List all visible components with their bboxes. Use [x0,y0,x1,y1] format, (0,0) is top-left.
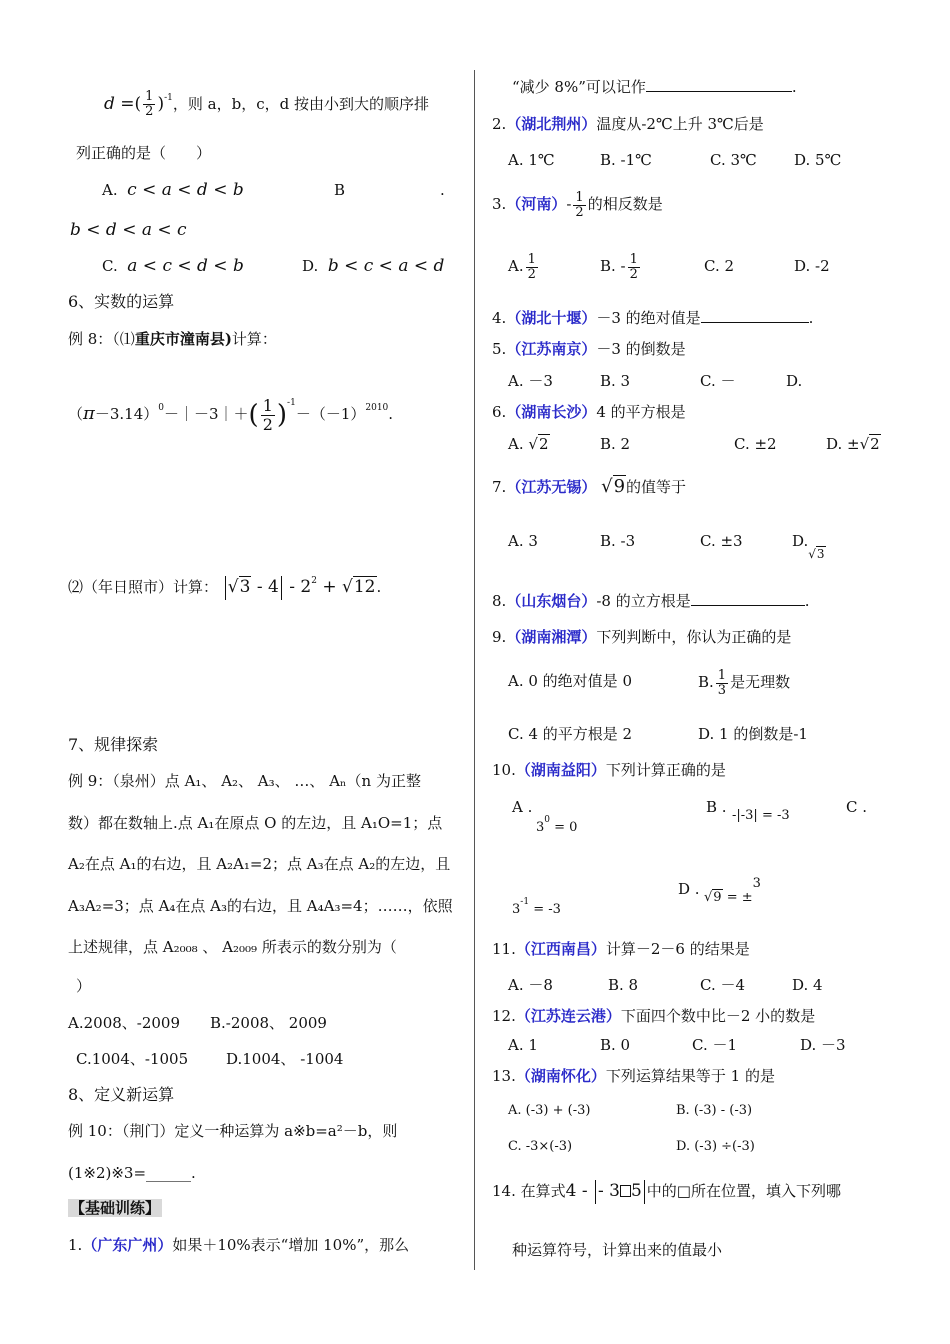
example-8b-expression: $√3 - 4 - 2^2 + √12$ [223,577,377,597]
basic-q6-option-a: A. √2 [508,435,549,453]
basic-q5-option-b: B. 3 [600,372,631,390]
q5-continuation-line [104,88,429,119]
basic-q7-option-c: C. ±3 [700,532,743,550]
basic-q13-source: （湖南怀化） [515,1067,606,1085]
example-9-line-1: 例 9：（泉州）点 A₁、 A₂、 A₃、 …、 Aₙ（n 为正整 [68,772,421,790]
basic-q11-source: （江西南昌） [515,940,606,958]
blank-box-icon [620,1185,631,1197]
basic-q11-option-b: B. 8 [608,976,639,994]
basic-q1: 1.（广东广州）如果＋10%表示“增加 10%”，那么 [68,1236,410,1254]
q5-expr-close: ) [157,94,165,114]
basic-q7: 7.（江苏无锡） √9的值等于 [492,476,687,497]
basic-q6-option-c: C. ±2 [734,435,777,453]
basic-q14-line-2: 种运算符号，计算出来的值最小 [512,1241,723,1259]
basic-q2: 2.（湖北荆州）温度从-2℃上升 3℃后是 [492,115,764,133]
column-divider [474,70,475,1270]
basic-q13: 13.（湖南怀化）下列运算结果等于 1 的是 [492,1067,775,1085]
example-9-line-2: 数）都在数轴上.点 A₁在原点 O 的左边，且 A₁O=1；点 [68,814,443,832]
basic-q11-option-d: D. 4 [792,976,823,994]
var-d: d [104,94,115,114]
q5-option-a: A. c < a < d < b [102,180,244,200]
basic-q9-option-b: B. $\frac{1}{3}$ 是无理数 [698,667,791,698]
section-6-title: 6、实数的运算 [68,292,175,311]
example-8-heading: 例 8：（⑴重庆市潼南县)计算： [68,330,277,348]
basic-q2-source: （湖北荆州） [506,115,597,133]
basic-q13-option-b: B. (-3) - (-3) [676,1103,753,1118]
basic-q4-source: （湖北十堰） [506,309,597,327]
basic-q1-source: （广东广州） [82,1236,173,1254]
basic-q6-option-b: B. 2 [600,435,631,453]
basic-q12-source: （江苏连云港） [515,1007,621,1025]
basic-q3-option-d: D. -2 [794,257,830,275]
basic-q12-option-d: D. －3 [800,1036,846,1054]
example-10-line-2: (1※2)※3=______. [68,1164,196,1182]
basic-q10-option-a: $3^0 = 0$ [536,815,578,835]
basic-q13-option-d: D. (-3) ÷(-3) [676,1139,755,1154]
basic-q9-source: （湖南湘潭） [506,628,597,646]
basic-q6: 6.（湖南长沙）4 的平方根是 [492,403,686,421]
basic-q10-option-c-label: C . [846,798,868,816]
basic-q7-option-d: $D._{√3}$ [792,532,825,561]
q5-fraction: $\frac{1}{2}$ [145,89,154,119]
basic-q3-option-b: B. - $\frac{1}{2}$ [600,251,638,282]
example-9-option-a: A.2008、-2009 [68,1014,181,1032]
basic-q3-source: （河南） [506,195,567,213]
basic-q6-option-d: D. ±√2 [826,435,880,453]
basic-q6-source: （湖南长沙） [506,403,597,421]
q5-expr-open: =( [114,94,142,114]
basic-q11-option-c: C. －4 [700,976,746,994]
basic-q3-option-a: A. $\frac{1}{2}$ [508,251,536,282]
basic-q5-option-a: A. －3 [508,372,553,390]
basic-q8-source: （山东烟台） [506,592,597,610]
basic-q14-expression: 4 - - 3 5 [566,1181,647,1201]
example-9-line-3: A₂在点 A₁的右边，且 A₂A₁=2；点 A₃在点 A₂的左边，且 [68,855,451,873]
basic-q7-source: （江苏无锡） [506,478,597,496]
basic-q5: 5.（江苏南京）－3 的倒数是 [492,340,686,358]
right-column [488,0,888,1344]
basic-q2-option-b: B. -1℃ [600,151,652,169]
basic-q12-option-a: A. 1 [508,1036,538,1054]
basic-q9: 9.（湖南湘潭）下列判断中，你认为正确的是 [492,628,792,646]
basic-q9-option-d: D. 1 的倒数是-1 [698,725,808,743]
q5-exponent: -1 [164,93,173,103]
q5-question-text-2: 列正确的是（ ） [76,144,212,162]
q5-option-d: D. b < c < a < d [302,256,445,276]
q5-option-b-dot: . [440,181,445,199]
basic-training-heading: 【基础训练】 [70,1199,161,1217]
q5-option-b-label: B [334,181,346,199]
left-column [68,0,460,1344]
basic-q11: 11.（江西南昌）计算－2－6 的结果是 [492,940,750,958]
example-9-option-b: B.-2008、 2009 [210,1014,327,1032]
basic-q5-source: （江苏南京） [506,340,597,358]
basic-q2-option-a: A. 1℃ [508,151,555,169]
example-9-option-d: D.1004、 -1004 [226,1050,344,1068]
basic-q2-option-d: D. 5℃ [794,151,842,169]
pi-symbol: π [83,403,95,424]
example-10-line-1: 例 10：（荆门）定义一种运算为 a※b=a²－b，则 [68,1122,398,1140]
basic-q4: 4.（湖北十堰）－3 的绝对值是 . [492,309,814,327]
basic-q13-option-a: A. (-3) + (-3) [508,1103,591,1118]
answer-blank [701,308,809,323]
basic-q13-option-c: C. -3×(-3) [508,1139,573,1154]
basic-q12-option-b: B. 0 [600,1036,631,1054]
example-9-line-6: ） [76,977,92,995]
basic-q3: 3.（河南）- $\frac{1}{2}$ 的相反数是 [492,189,663,220]
basic-q14: 14. 在算式4 - - 3 5 中的□所在位置，填入下列哪 [492,1176,841,1206]
example-9-line-4: A₃A₂=3；点 A₄在点 A₃的右边，且 A₄A₃=4；……，依照 [68,897,453,915]
section-8-title: 8、定义新运算 [68,1085,175,1104]
example-9-line-5: 上述规律，点 A₂₀₀₈ 、 A₂₀₀₉ 所表示的数分别为（ [68,938,397,956]
basic-q5-option-d: D. [786,372,803,390]
basic-q9-option-c: C. 4 的平方根是 2 [508,725,633,743]
q5-option-b: b < d < a < c [70,220,187,240]
basic-q10-source: （湖南益阳） [515,761,606,779]
example-9-option-c: C.1004、-1005 [76,1050,189,1068]
basic-q8: 8.（山东烟台）-8 的立方根是 . [492,592,810,610]
example-8b: ⑵（年日照市）计算： $√3 - 4 - 2^2 + √12$. [68,566,381,596]
basic-q7-option-a: A. 3 [508,532,538,550]
basic-q10-option-d-label: D . [678,880,700,898]
basic-q1-continuation: “减少 8%”可以记作 . [512,78,797,96]
example-8-expression: $(\pi-3.14)^0-|-3|+$( $\frac{1}{2}$ )$^{-1}-(-1)^{2010}$. [68,395,394,434]
basic-q10-option-b: -|-3| = -3 [732,808,790,823]
q5-question-text: ，则 a，b，c，d 按由小到大的顺序排 [172,95,429,113]
basic-q2-option-c: C. 3℃ [710,151,757,169]
q5-option-c: C. a < c < d < b [102,256,244,276]
basic-q5-option-c: C. － [700,372,736,390]
basic-q7-option-b: B. -3 [600,532,636,550]
basic-q10-option-a-label: A . [512,798,533,816]
answer-blank [691,591,805,606]
basic-q10-option-d: √9 = ±3 [704,876,761,905]
basic-q12: 12.（江苏连云港）下面四个数中比－2 小的数是 [492,1007,816,1025]
basic-q10-option-c: $3^{-1} = -3$ [512,897,561,917]
example-8-fraction: $\frac{1}{2}$ [262,395,273,434]
basic-q9-option-a: A. 0 的绝对值是 0 [508,672,632,690]
basic-q10-option-b-label: B . [706,798,727,816]
example-8-source: 重庆市潼南县) [134,330,232,348]
basic-q12-option-c: C. －1 [692,1036,738,1054]
basic-q11-option-a: A. －8 [508,976,553,994]
basic-q10: 10.（湖南益阳）下列计算正确的是 [492,761,726,779]
answer-blank [646,77,792,92]
basic-q3-option-c: C. 2 [704,257,735,275]
section-7-title: 7、规律探索 [68,735,159,754]
